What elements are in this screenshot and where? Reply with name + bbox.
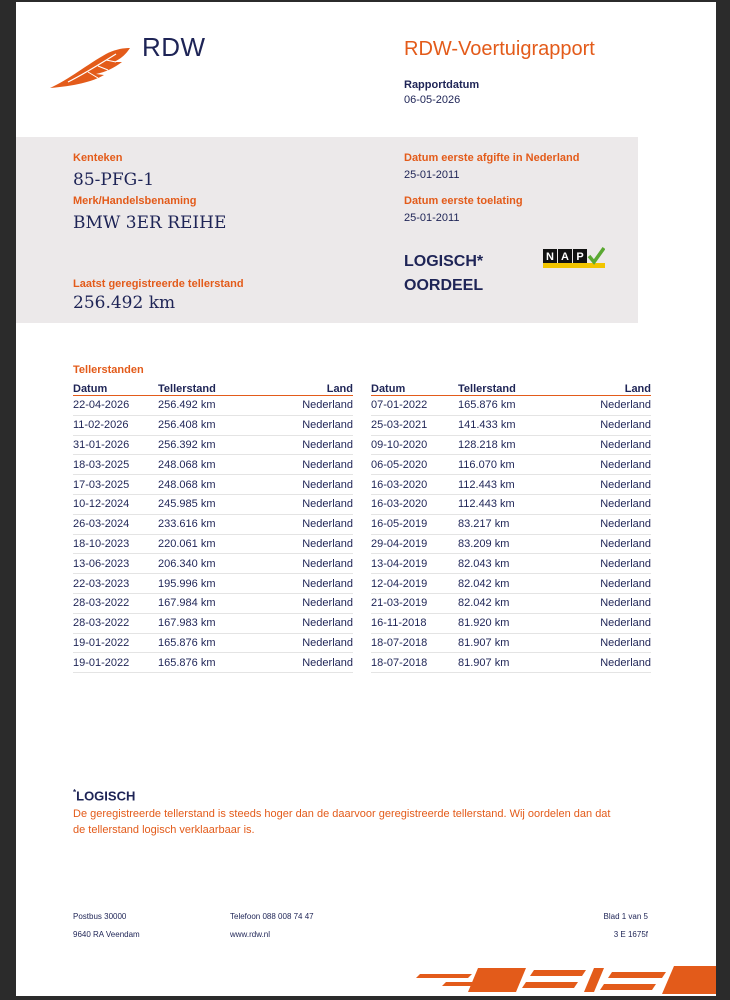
- cell-meter: 167.984 km: [158, 593, 268, 613]
- cell-meter: 233.616 km: [158, 514, 268, 534]
- cell-meter: 220.061 km: [158, 534, 268, 554]
- cell-country: Nederland: [268, 396, 353, 416]
- header-country: Land: [566, 379, 651, 396]
- cell-meter: 112.443 km: [458, 494, 566, 514]
- table-row: [371, 653, 651, 673]
- table-row: [73, 455, 353, 475]
- table-row: [73, 593, 353, 613]
- cell-meter: 256.492 km: [158, 396, 268, 416]
- table-row: [371, 415, 651, 435]
- cell-date: 06-05-2020: [371, 455, 458, 475]
- cell-country: Nederland: [566, 633, 651, 653]
- cell-meter: 165.876 km: [458, 396, 566, 416]
- cell-meter: 83.217 km: [458, 514, 566, 534]
- cell-date: 28-03-2022: [73, 593, 158, 613]
- cell-meter: 206.340 km: [158, 554, 268, 574]
- cell-meter: 165.876 km: [158, 653, 268, 673]
- table-row: [371, 435, 651, 455]
- verdict: [404, 250, 483, 298]
- last-reading-value: 256.492 km: [73, 293, 176, 313]
- cell-date: 19-01-2022: [73, 633, 158, 653]
- cell-meter: 245.985 km: [158, 494, 268, 514]
- table-row: [371, 554, 651, 574]
- decorative-stripes-icon: [416, 964, 716, 996]
- cell-country: Nederland: [268, 534, 353, 554]
- nap-letter-p: P: [576, 251, 584, 263]
- cell-meter: 248.068 km: [158, 455, 268, 475]
- cell-country: Nederland: [566, 475, 651, 495]
- cell-date: 17-03-2025: [73, 475, 158, 495]
- footer-code: 3 E 1675f: [613, 930, 648, 939]
- readings-title: Tellerstanden: [73, 364, 144, 376]
- cell-meter: 248.068 km: [158, 475, 268, 495]
- brand-label: Merk/Handelsbenaming: [73, 195, 197, 207]
- explanation-asterisk: *: [73, 788, 77, 797]
- header-meter: Tellerstand: [458, 379, 566, 396]
- explanation-text: De geregistreerde tellerstand is steeds hoger dan de daarvoor geregistreerde tellerstand. Wij oordelen dan dat de tellerstand logisch verklaarbaar is.: [73, 808, 611, 836]
- cell-date: 22-04-2026: [73, 396, 158, 416]
- table-row: [73, 415, 353, 435]
- table-row: [73, 534, 353, 554]
- cell-date: 18-07-2018: [371, 633, 458, 653]
- cell-meter: 81.907 km: [458, 633, 566, 653]
- cell-country: Nederland: [268, 514, 353, 534]
- nap-letter-n: N: [546, 251, 554, 263]
- verdict-line-1: LOGISCH*: [404, 253, 484, 270]
- cell-country: Nederland: [268, 475, 353, 495]
- cell-date: 16-03-2020: [371, 475, 458, 495]
- cell-date: 12-04-2019: [371, 574, 458, 594]
- cell-date: 18-10-2023: [73, 534, 158, 554]
- cell-meter: 82.042 km: [458, 574, 566, 594]
- cell-meter: 116.070 km: [458, 455, 566, 475]
- table-row: [371, 574, 651, 594]
- cell-country: Nederland: [268, 593, 353, 613]
- cell-country: Nederland: [566, 494, 651, 514]
- footer-page-number: Blad 1 van 5: [603, 912, 648, 921]
- cell-date: 10-12-2024: [73, 494, 158, 514]
- report-date: 06-05-2026: [404, 94, 461, 106]
- footer-phone: Telefoon 088 008 74 47: [230, 912, 314, 921]
- cell-meter: 82.042 km: [458, 593, 566, 613]
- table-row: [371, 494, 651, 514]
- verdict-line-2: OORDEEL: [404, 277, 484, 294]
- cell-date: 29-04-2019: [371, 534, 458, 554]
- cell-date: 28-03-2022: [73, 613, 158, 633]
- first-issue-nl-label: Datum eerste afgifte in Nederland: [404, 152, 580, 164]
- readings-table-left: [73, 379, 353, 673]
- cell-date: 26-03-2024: [73, 514, 158, 534]
- first-admission-value: 25-01-2011: [404, 212, 460, 224]
- cell-country: Nederland: [566, 653, 651, 673]
- cell-country: Nederland: [268, 455, 353, 475]
- cell-date: 16-03-2020: [371, 494, 458, 514]
- table-header-row: [371, 379, 651, 396]
- cell-country: Nederland: [566, 613, 651, 633]
- cell-country: Nederland: [566, 574, 651, 594]
- explanation-title-text: LOGISCH: [76, 788, 136, 804]
- cell-meter: 256.392 km: [158, 435, 268, 455]
- table-header-row: [73, 379, 353, 396]
- footer-postbus: Postbus 30000: [73, 912, 127, 921]
- footer-web-link[interactable]: www.rdw.nl: [230, 930, 271, 939]
- cell-date: 09-10-2020: [371, 435, 458, 455]
- cell-meter: 83.209 km: [458, 534, 566, 554]
- cell-date: 19-01-2022: [73, 653, 158, 673]
- plate-label: Kenteken: [73, 152, 123, 164]
- table-row: [73, 475, 353, 495]
- cell-meter: 81.907 km: [458, 653, 566, 673]
- cell-meter: 128.218 km: [458, 435, 566, 455]
- table-row: [73, 633, 353, 653]
- brand-value: BMW 3ER REIHE: [73, 213, 227, 233]
- nap-badge-icon: [543, 247, 605, 271]
- header-country: Land: [268, 379, 353, 396]
- cell-meter: 112.443 km: [458, 475, 566, 495]
- cell-country: Nederland: [566, 415, 651, 435]
- report-date-label: Rapportdatum: [404, 79, 480, 91]
- cell-meter: 141.433 km: [458, 415, 566, 435]
- cell-date: 16-05-2019: [371, 514, 458, 534]
- cell-meter: 82.043 km: [458, 554, 566, 574]
- cell-country: Nederland: [268, 574, 353, 594]
- table-row: [371, 475, 651, 495]
- cell-country: Nederland: [268, 554, 353, 574]
- table-row: [73, 514, 353, 534]
- cell-date: 21-03-2019: [371, 593, 458, 613]
- cell-country: Nederland: [566, 554, 651, 574]
- table-row: [73, 574, 353, 594]
- header-date: Datum: [73, 379, 158, 396]
- table-row: [73, 435, 353, 455]
- cell-date: 18-03-2025: [73, 455, 158, 475]
- logo-text: RDW: [142, 32, 206, 62]
- header-meter: Tellerstand: [158, 379, 268, 396]
- plate-value: 85-PFG-1: [73, 170, 155, 190]
- readings-table-right: [371, 379, 651, 673]
- cell-country: Nederland: [268, 494, 353, 514]
- rdw-feather-logo-icon: [48, 42, 138, 92]
- cell-country: Nederland: [566, 593, 651, 613]
- table-row: [73, 396, 353, 416]
- cell-country: Nederland: [268, 653, 353, 673]
- nap-letter-a: A: [561, 251, 569, 263]
- cell-meter: 81.920 km: [458, 613, 566, 633]
- cell-country: Nederland: [566, 435, 651, 455]
- cell-date: 13-06-2023: [73, 554, 158, 574]
- table-row: [371, 514, 651, 534]
- cell-date: 22-03-2023: [73, 574, 158, 594]
- table-row: [73, 653, 353, 673]
- footer-city: 9640 RA Veendam: [73, 930, 140, 939]
- first-admission-label: Datum eerste toelating: [404, 195, 523, 207]
- cell-date: 31-01-2026: [73, 435, 158, 455]
- table-row: [371, 593, 651, 613]
- cell-date: 07-01-2022: [371, 396, 458, 416]
- cell-meter: 165.876 km: [158, 633, 268, 653]
- table-row: [371, 455, 651, 475]
- cell-country: Nederland: [566, 396, 651, 416]
- report-title: RDW-Voertuigrapport: [404, 38, 595, 60]
- table-row: [73, 554, 353, 574]
- table-row: [371, 633, 651, 653]
- cell-date: 18-07-2018: [371, 653, 458, 673]
- header-date: Datum: [371, 379, 458, 396]
- cell-date: 25-03-2021: [371, 415, 458, 435]
- first-issue-nl-value: 25-01-2011: [404, 169, 460, 181]
- table-row: [371, 396, 651, 416]
- cell-country: Nederland: [566, 455, 651, 475]
- table-row: [371, 613, 651, 633]
- table-row: [371, 534, 651, 554]
- cell-date: 11-02-2026: [73, 415, 158, 435]
- explanation-title: [73, 788, 135, 803]
- cell-country: Nederland: [268, 613, 353, 633]
- table-row: [73, 613, 353, 633]
- cell-country: Nederland: [268, 633, 353, 653]
- cell-meter: 256.408 km: [158, 415, 268, 435]
- cell-country: Nederland: [268, 435, 353, 455]
- cell-country: Nederland: [268, 415, 353, 435]
- cell-country: Nederland: [566, 534, 651, 554]
- table-row: [73, 494, 353, 514]
- last-reading-label: Laatst geregistreerde tellerstand: [73, 278, 244, 290]
- cell-date: 13-04-2019: [371, 554, 458, 574]
- cell-date: 16-11-2018: [371, 613, 458, 633]
- cell-meter: 195.996 km: [158, 574, 268, 594]
- report-page: [16, 2, 716, 996]
- cell-country: Nederland: [566, 514, 651, 534]
- cell-meter: 167.983 km: [158, 613, 268, 633]
